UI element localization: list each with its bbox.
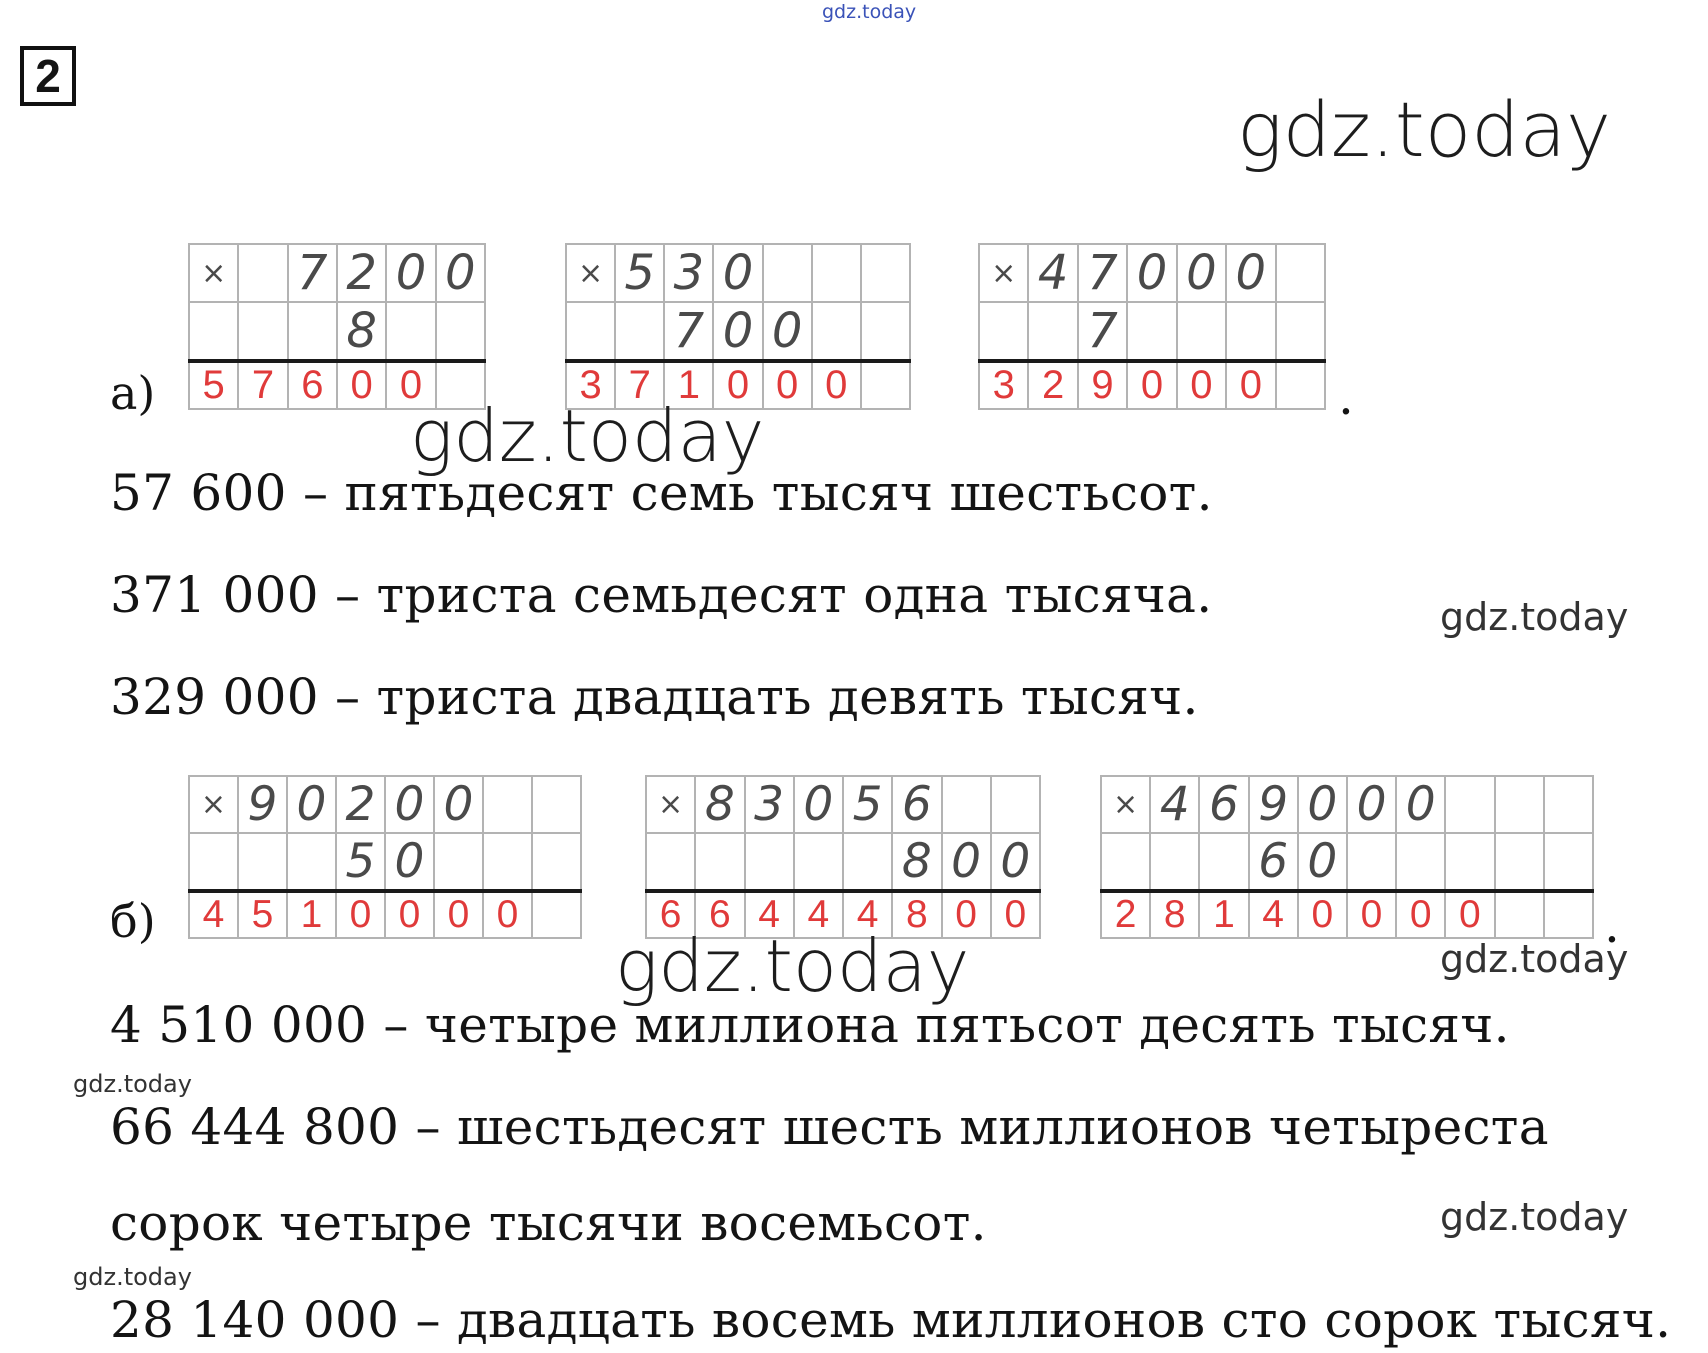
grid-cell: 4: [1028, 244, 1077, 302]
grid-cell: 0: [713, 361, 762, 409]
watermark-right-2: gdz.today: [1440, 937, 1629, 981]
answer-line-a2: 371 000 – триста семьдесят одна тысяча.: [110, 566, 1213, 624]
grid-cell: 6: [646, 891, 695, 938]
product-row: [189, 891, 581, 938]
grid-cell: 9: [1078, 361, 1127, 409]
grid-cell: 6: [892, 776, 941, 833]
grid-cell: 8: [337, 302, 386, 361]
grid-cell: [861, 361, 910, 409]
grid-cell: 0: [1298, 833, 1347, 891]
watermark-a-overlay: gdz.today: [410, 394, 765, 478]
grid-cell: 0: [1177, 361, 1226, 409]
grid-cell: [942, 776, 991, 833]
grid-cell: 7: [238, 361, 287, 409]
grid-cell: 0: [763, 302, 812, 361]
grid-cell: [1495, 776, 1544, 833]
task-number: 2: [35, 50, 61, 102]
grid-cell: [386, 302, 435, 361]
grid-cell: [1495, 891, 1544, 938]
grid-cell: [189, 302, 238, 361]
grid-cell: 0: [386, 361, 435, 409]
grid-cell: [189, 833, 238, 891]
grid-cell: [1226, 302, 1275, 361]
multiplicand-row: [646, 776, 1040, 833]
grid-cell: 5: [336, 833, 385, 891]
multiplier-row: [1101, 833, 1593, 891]
grid-cell: [1199, 833, 1248, 891]
grid-cell: [861, 302, 910, 361]
watermark-left-1: gdz.today: [73, 1070, 192, 1098]
grid-cell: [979, 302, 1028, 361]
grid-cell: 6: [288, 361, 337, 409]
grid-cell: 0: [1396, 776, 1445, 833]
grid-cell: [532, 833, 581, 891]
grid-cell: 7: [664, 302, 713, 361]
grid-cell: 5: [843, 776, 892, 833]
grid-cell: 0: [713, 244, 762, 302]
grid-cell: 0: [794, 776, 843, 833]
grid-cell: 6: [1249, 833, 1298, 891]
multiplication-grid-a1: [188, 243, 486, 410]
grid-cell: 5: [238, 891, 287, 938]
multiply-sign: ×: [189, 244, 238, 302]
grid-cell: [1445, 776, 1494, 833]
grid-cell: [238, 833, 287, 891]
multiply-sign: ×: [646, 776, 695, 833]
grid-cell: [1544, 776, 1593, 833]
grid-cell: [287, 833, 336, 891]
multiplier-row: [189, 302, 485, 361]
grid-cell: [1445, 833, 1494, 891]
grid-cell: [288, 302, 337, 361]
product-row: [1101, 891, 1593, 938]
watermark-right-3: gdz.today: [1440, 1195, 1629, 1239]
grid-cell: 0: [434, 891, 483, 938]
grid-cell: 2: [1028, 361, 1077, 409]
part-b-label: б): [110, 894, 156, 948]
grid-cell: 7: [1078, 302, 1127, 361]
grid-cell: [695, 833, 744, 891]
watermark-b-overlay: gdz.today: [615, 924, 970, 1008]
multiplier-row: [646, 833, 1040, 891]
watermark-main: gdz.today: [1237, 85, 1611, 174]
grid-cell: 0: [1177, 244, 1226, 302]
grid-cell: 3: [566, 361, 615, 409]
grid-cell: [794, 833, 843, 891]
grid-cell: 0: [385, 833, 434, 891]
grid-cell: [436, 302, 485, 361]
grid-cell: 3: [745, 776, 794, 833]
grid-cell: [238, 244, 287, 302]
task-number-box: [20, 46, 76, 106]
grid-cell: [812, 302, 861, 361]
grid-cell: 0: [991, 891, 1040, 938]
grid-cell: 1: [1199, 891, 1248, 938]
multiplication-grid-b2: [645, 775, 1041, 939]
grid-cell: [1347, 833, 1396, 891]
grid-cell: [1544, 891, 1593, 938]
grid-cell: 0: [336, 891, 385, 938]
grid-cell: [991, 776, 1040, 833]
grid-cell: 3: [979, 361, 1028, 409]
watermark-left-2: gdz.today: [73, 1263, 192, 1291]
grid-cell: 4: [1249, 891, 1298, 938]
watermark-right-1: gdz.today: [1440, 595, 1629, 639]
grid-cell: 4: [843, 891, 892, 938]
grid-cell: 0: [385, 776, 434, 833]
grid-cell: 0: [287, 776, 336, 833]
grid-cell: [861, 244, 910, 302]
multiplicand-row: [189, 776, 581, 833]
grid-cell: 4: [745, 891, 794, 938]
grid-cell: [483, 833, 532, 891]
grid-cell: 0: [483, 891, 532, 938]
multiplicand-row: [979, 244, 1325, 302]
multiplicand-row: [566, 244, 910, 302]
grid-cell: 2: [336, 776, 385, 833]
grid-cell: 7: [615, 361, 664, 409]
grid-cell: 0: [763, 361, 812, 409]
multiplication-grid-b1: [188, 775, 582, 939]
grid-cell: 8: [892, 891, 941, 938]
grid-cell: [745, 833, 794, 891]
grid-cell: 0: [1347, 891, 1396, 938]
grid-cell: 0: [991, 833, 1040, 891]
grid-cell: [615, 302, 664, 361]
grid-cell: [1028, 302, 1077, 361]
grid-cell: 0: [386, 244, 435, 302]
grid-cell: [1101, 833, 1150, 891]
grid-cell: 0: [337, 361, 386, 409]
grid-cell: 5: [189, 361, 238, 409]
grid-cell: 0: [1127, 244, 1176, 302]
grid-cell: [1544, 833, 1593, 891]
grid-cell: [763, 244, 812, 302]
multiplier-row: [566, 302, 910, 361]
grid-cell: 8: [695, 776, 744, 833]
multiply-sign: ×: [189, 776, 238, 833]
answer-line-b4: 28 140 000 – двадцать восемь миллионов сто сорок тысяч.: [110, 1291, 1672, 1349]
grid-cell: 4: [189, 891, 238, 938]
grid-cell: [843, 833, 892, 891]
grid-cell: 0: [942, 891, 991, 938]
grid-cell: 8: [1150, 891, 1199, 938]
grid-cell: 5: [615, 244, 664, 302]
grid-cell: 2: [1101, 891, 1150, 938]
grid-cell: [1177, 302, 1226, 361]
grid-cell: 3: [664, 244, 713, 302]
grid-cell: [532, 891, 581, 938]
grid-cell: 6: [1199, 776, 1248, 833]
multiply-sign: ×: [1101, 776, 1150, 833]
multiply-sign: ×: [979, 244, 1028, 302]
grid-cell: 0: [713, 302, 762, 361]
multiply-sign: ×: [566, 244, 615, 302]
answer-line-a3: 329 000 – триста двадцать девять тысяч.: [110, 668, 1199, 726]
grid-cell: 0: [1396, 891, 1445, 938]
answer-line-b3: сорок четыре тысячи восемьсот.: [110, 1194, 987, 1252]
product-row: [979, 361, 1325, 409]
grid-cell: [483, 776, 532, 833]
grid-cell: 7: [288, 244, 337, 302]
part-a-label: а): [110, 366, 156, 420]
grid-cell: [532, 776, 581, 833]
grid-cell: 9: [238, 776, 287, 833]
grid-cell: 7: [1078, 244, 1127, 302]
grid-cell: 4: [794, 891, 843, 938]
answer-line-b1: 4 510 000 – четыре миллиона пятьсот десять тысяч.: [110, 996, 1510, 1054]
grid-cell: 1: [287, 891, 336, 938]
grid-cell: 0: [1298, 776, 1347, 833]
part-b-end-mark: .: [1604, 896, 1620, 954]
grid-cell: 0: [942, 833, 991, 891]
multiplication-grid-a3: [978, 243, 1326, 410]
grid-cell: [812, 244, 861, 302]
grid-cell: [1127, 302, 1176, 361]
grid-cell: 0: [385, 891, 434, 938]
grid-cell: 0: [1127, 361, 1176, 409]
grid-cell: 0: [434, 776, 483, 833]
grid-cell: 8: [892, 833, 941, 891]
multiplier-row: [979, 302, 1325, 361]
grid-cell: 0: [1298, 891, 1347, 938]
grid-cell: [238, 302, 287, 361]
grid-cell: [1150, 833, 1199, 891]
answer-line-a1: 57 600 – пятьдесят семь тысяч шестьсот.: [110, 464, 1213, 522]
grid-cell: 9: [1249, 776, 1298, 833]
grid-cell: 0: [1226, 244, 1275, 302]
answer-line-b2: 66 444 800 – шестьдесят шесть миллионов четыреста: [110, 1098, 1549, 1156]
grid-cell: [434, 833, 483, 891]
multiplier-row: [189, 833, 581, 891]
grid-cell: 0: [436, 244, 485, 302]
multiplication-grid-b3: [1100, 775, 1594, 939]
grid-cell: [1396, 833, 1445, 891]
grid-cell: 0: [1445, 891, 1494, 938]
grid-cell: 0: [812, 361, 861, 409]
grid-cell: [646, 833, 695, 891]
watermark-top: gdz.today: [822, 1, 917, 23]
grid-cell: 1: [664, 361, 713, 409]
grid-cell: 2: [337, 244, 386, 302]
grid-cell: [1495, 833, 1544, 891]
part-a-end-mark: .: [1338, 368, 1354, 426]
multiplicand-row: [189, 244, 485, 302]
multiplication-grid-a2: [565, 243, 911, 410]
grid-cell: 4: [1150, 776, 1199, 833]
grid-cell: [1276, 302, 1325, 361]
grid-cell: 6: [695, 891, 744, 938]
multiplicand-row: [1101, 776, 1593, 833]
grid-cell: 0: [1347, 776, 1396, 833]
grid-cell: [1276, 244, 1325, 302]
grid-cell: [1276, 361, 1325, 409]
grid-cell: [566, 302, 615, 361]
grid-cell: 0: [1226, 361, 1275, 409]
